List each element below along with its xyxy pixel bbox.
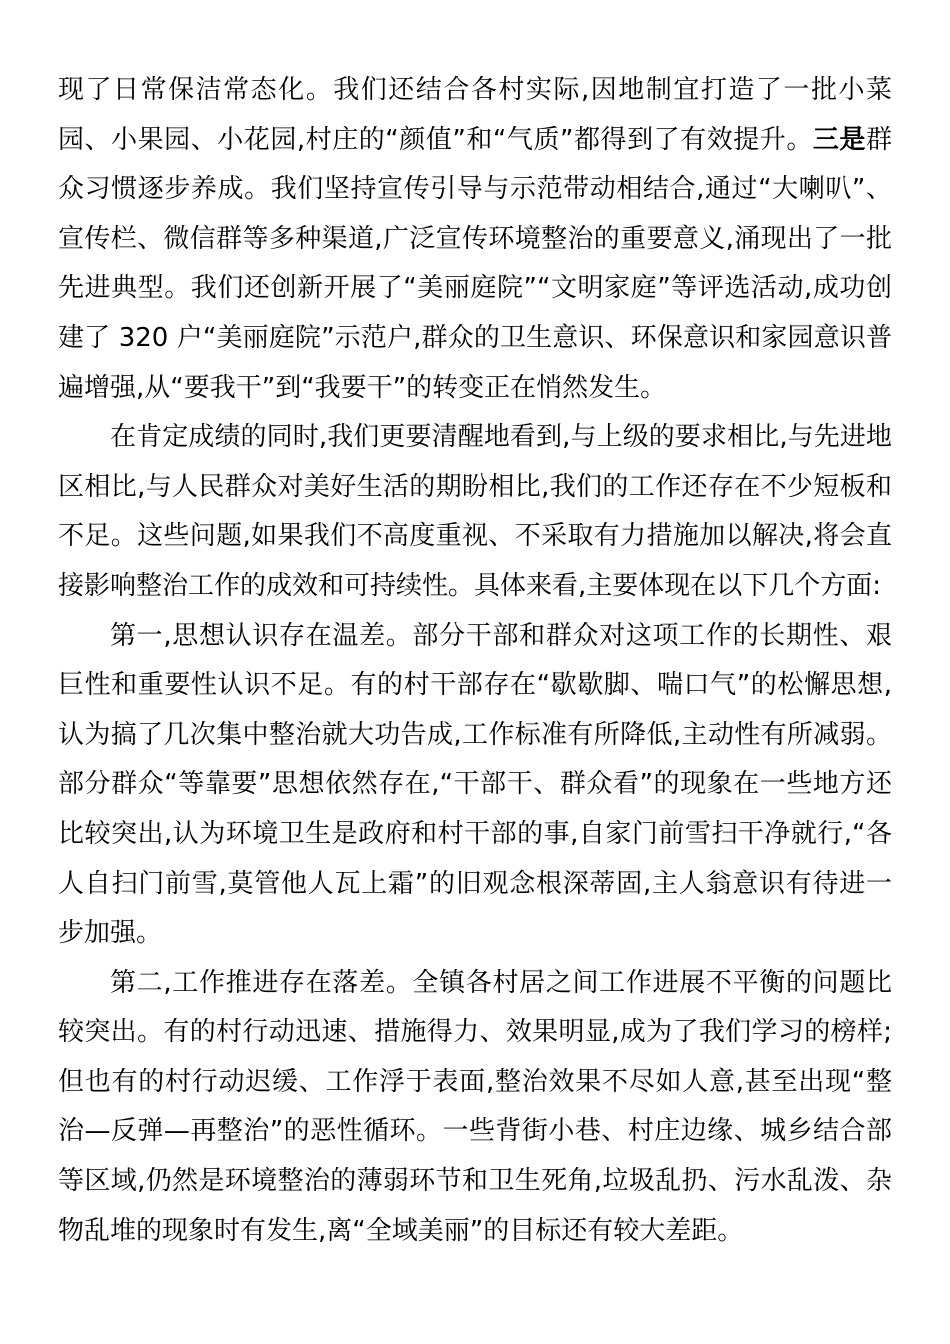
paragraph-achievements-text-b: 群众习惯逐步养成。我们坚持宣传引导与示范带动相结合,通过“大喇叭”、宣传栏、微信群等多种渠道,广泛宣传环境整治的重要意义,涌现出了一批先进典型。我们还创新开展了“美丽庭院”“文明家庭”等评选活动,成功创建了 320 户“美丽庭院”示范户,群众的卫生意识、环保意识和家园意识普遍增强,从“要我干”到“我要干”的转变正在悄然发生。 (58, 124, 892, 403)
paragraph-first-issue: 第一,思想认识存在温差。部分干部和群众对这项工作的长期性、艰巨性和重要性认识不足。有的村干部存在“歇歇脚、喘口气”的松懈思想,认为搞了几次集中整治就大功告成,工作标准有所降低,主动性有所减弱。部分群众“等靠要”思想依然存在,“干部干、群众看”的现象在一些地方还比较突出,认为环境卫生是政府和村干部的事,自家门前雪扫干净就行,“各人自扫门前雪,莫管他人瓦上霜”的旧观念根深蒂固,主人翁意识有待进一步加强。 (58, 620, 892, 949)
paragraph-shortcomings-intro: 在肯定成绩的同时,我们更要清醒地看到,与上级的要求相比,与先进地区相比,与人民群众对美好生活的期盼相比,我们的工作还存在不少短板和不足。这些问题,如果我们不高度重视、不采取有力措施加以解决,将会直接影响整治工作的成效和可持续性。具体来看,主要体现在以下几个方面: (58, 422, 892, 601)
document-body (58, 66, 892, 1256)
bold-lead-third: 三是 (812, 124, 866, 155)
paragraph-second-issue: 第二,工作推进存在落差。全镇各村居之间工作进展不平衡的问题比较突出。有的村行动迅速、措施得力、效果明显,成为了我们学习的榜样;但也有的村行动迟缓、工作浮于表面,整治效果不尽如人意,甚至出现“整治—反弹—再整治”的恶性循环。一些背街小巷、村庄边缘、城乡结合部等区域,仍然是环境整治的薄弱环节和卫生死角,垃圾乱扔、污水乱泼、杂物乱堆的现象时有发生,离“全域美丽”的目标还有较大差距。 (58, 967, 892, 1246)
paragraph-achievements-text-a: 现了日常保洁常态化。我们还结合各村实际,因地制宜打造了一批小菜园、小果园、小花园,村庄的“颜值”和“气质”都得到了有效提升。 (58, 75, 892, 155)
paragraph-achievements (58, 66, 892, 413)
